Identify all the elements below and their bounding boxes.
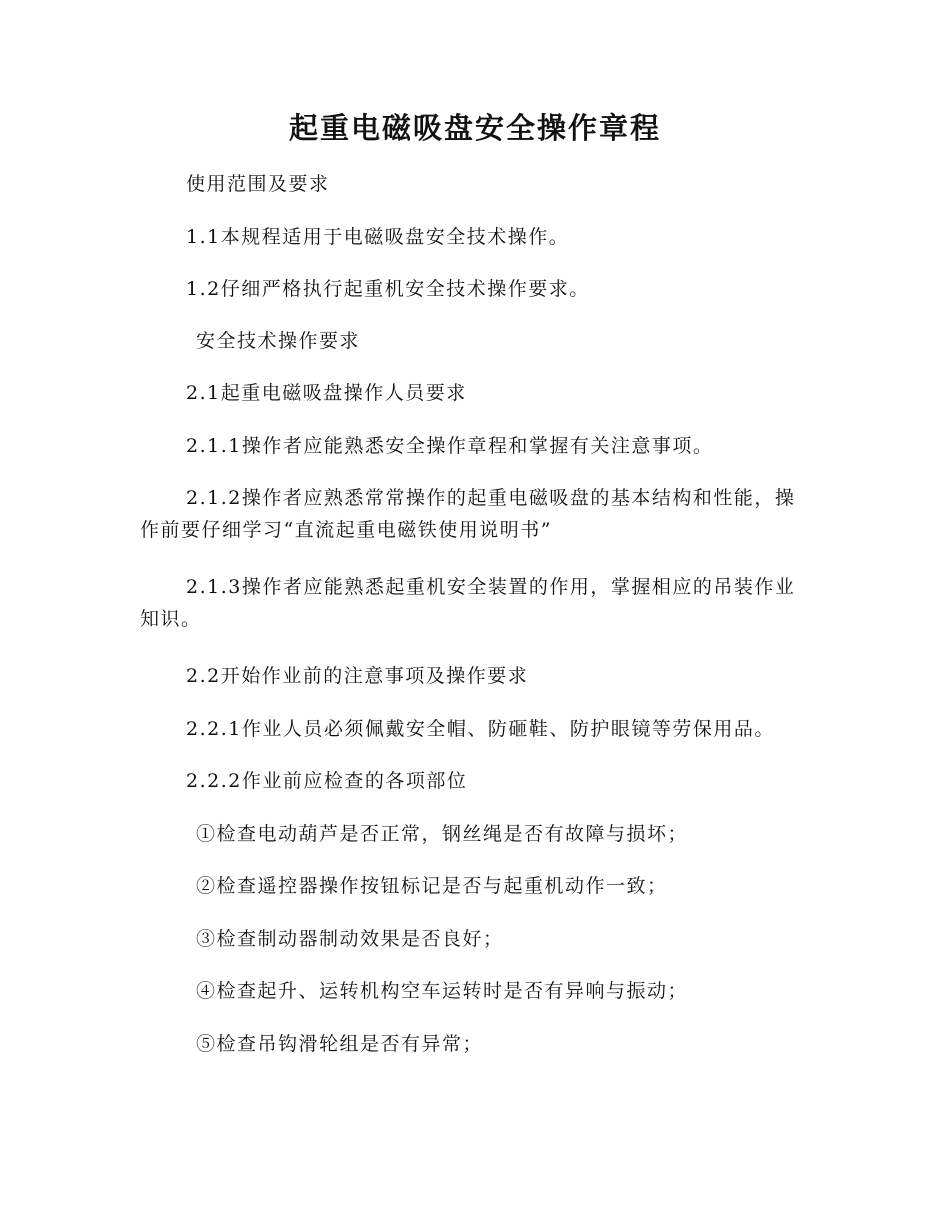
paragraph-2-1-3: 2.1.3操作者应能熟悉起重机安全装置的作用，掌握相应的吊装作业知识。 (140, 576, 796, 630)
paragraph-2-2-1: 2.2.1作业人员必须佩戴安全帽、防砸鞋、防护眼镜等劳保用品。 (186, 718, 775, 740)
document-title: 起重电磁吸盘安全操作章程 (288, 111, 661, 145)
list-item-2: ②检查遥控器操作按钮标记是否与起重机动作一致； (196, 875, 668, 897)
list-item-1: ①检查电动葫芦是否正常，钢丝绳是否有故障与损坏； (196, 823, 689, 845)
list-item-3: ③检查制动器制动效果是否良好； (196, 928, 504, 950)
paragraph-2-1-2: 2.1.2操作者应熟悉常常操作的起重电磁吸盘的基本结构和性能，操作前要仔细学习“直流起重电磁铁使用说明书” (140, 487, 796, 541)
list-item-5: ⑤检查吊钩滑轮组是否有异常； (196, 1033, 484, 1055)
list-item-4: ④检查起升、运转机构空车运转时是否有异响与振动； (196, 980, 689, 1002)
paragraph-2-2-2: 2.2.2作业前应检查的各项部位 (186, 770, 468, 792)
paragraph-2-1: 2.1起重电磁吸盘操作人员要求 (186, 382, 467, 404)
paragraph-2-1-1: 2.1.1操作者应能熟悉安全操作章程和掌握有关注意事项。 (186, 435, 714, 457)
section-heading-safety: 安全技术操作要求 (196, 330, 361, 352)
paragraph-1-2: 1.2仔细严格执行起重机安全技术操作要求。 (186, 278, 590, 300)
section-heading-scope: 使用范围及要求 (186, 173, 330, 195)
paragraph-1-1: 1.1本规程适用于电磁吸盘安全技术操作。 (186, 226, 570, 248)
paragraph-2-2: 2.2开始作业前的注意事项及操作要求 (186, 665, 529, 687)
